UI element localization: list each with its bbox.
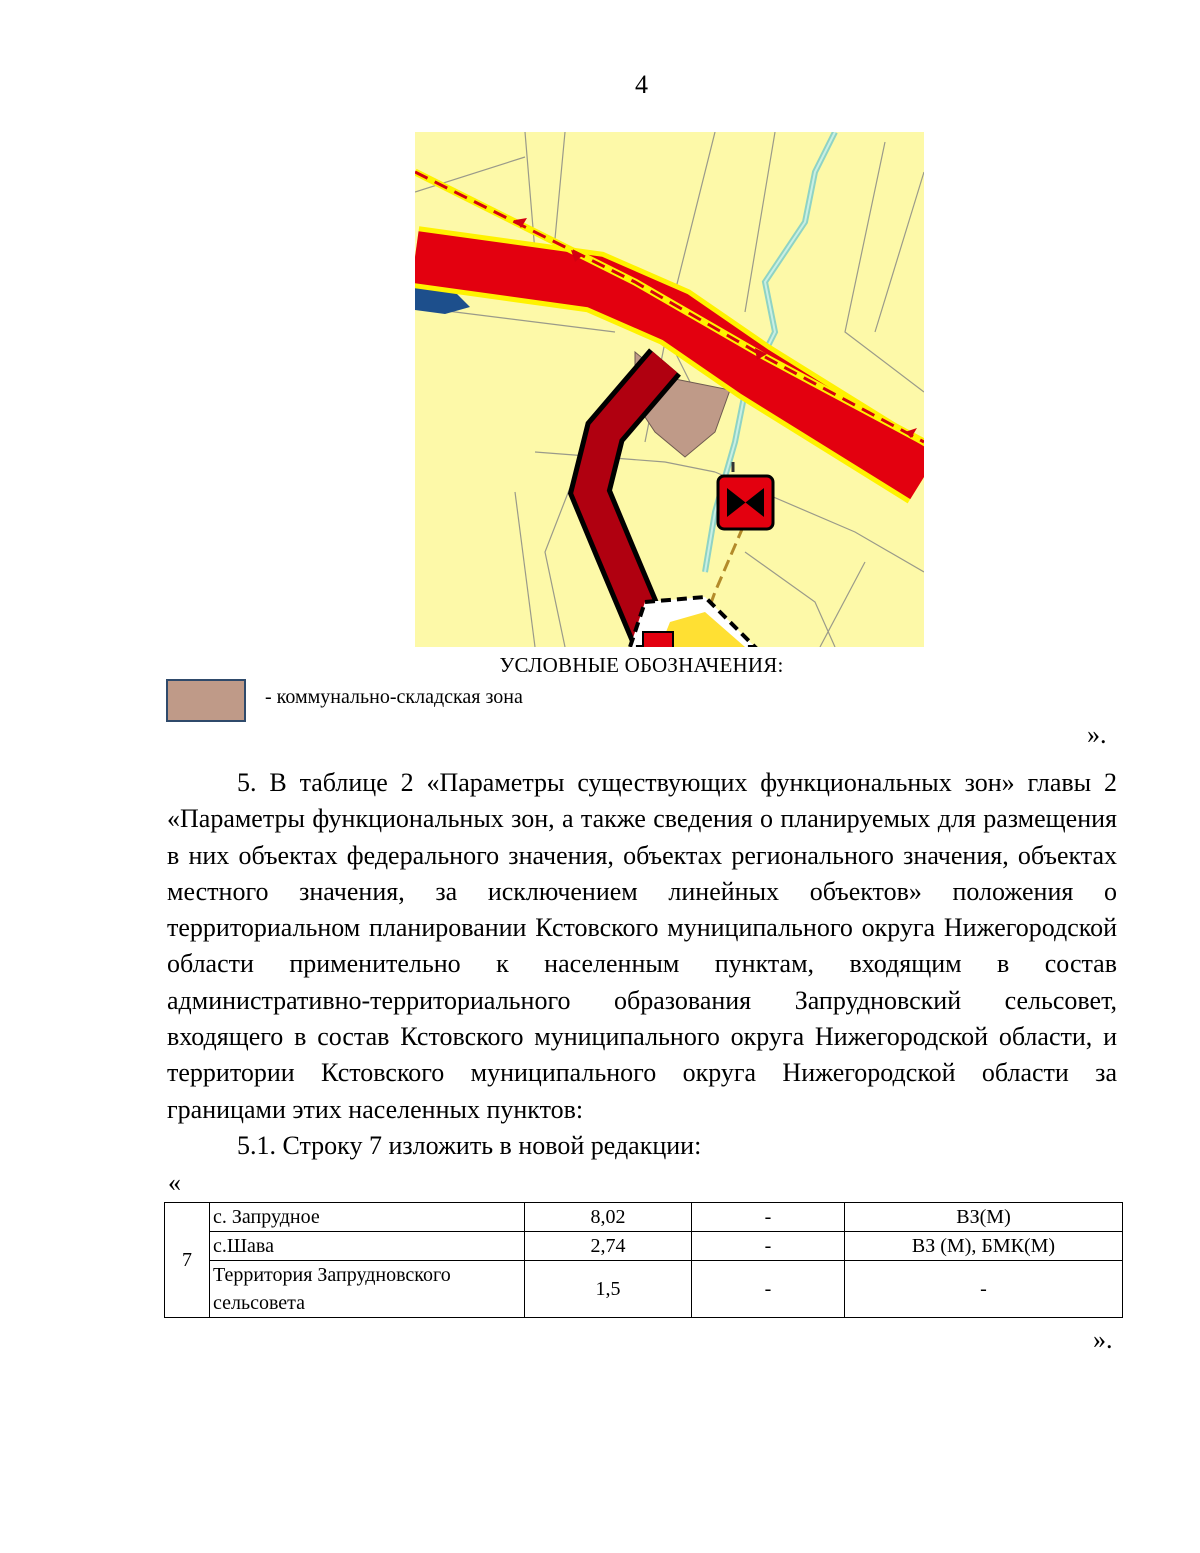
table-cell: 2,74 (525, 1232, 692, 1261)
paragraph: 5.1. Строку 7 изложить в новой редакции: (237, 1130, 702, 1160)
legend-swatch-communal-storage (166, 679, 246, 722)
table-cell: ВЗ (М), БМК(М) (845, 1232, 1123, 1261)
table-cell: с. Запрудное (210, 1203, 525, 1232)
table-cell: с.Шава (210, 1232, 525, 1261)
page-number: 4 (635, 70, 648, 99)
table-cell: - (692, 1232, 845, 1261)
body-text (167, 765, 1117, 1164)
table-cell: ВЗ(М) (845, 1203, 1123, 1232)
table-cell: 8,02 (525, 1203, 692, 1232)
closing-quote: ». (1093, 1325, 1113, 1354)
zones-table (164, 1202, 1123, 1318)
table-cell: Территория Запрудновского сельсовета (210, 1261, 525, 1318)
table-cell: - (692, 1261, 845, 1318)
table-row (165, 1232, 1123, 1261)
opening-quote: « (168, 1168, 181, 1197)
table-row (165, 1203, 1123, 1232)
row-number-cell: 7 (165, 1203, 210, 1318)
table-cell: - (692, 1203, 845, 1232)
table-cell: - (845, 1261, 1123, 1318)
legend-title: УСЛОВНЫЕ ОБОЗНАЧЕНИЯ: (499, 653, 784, 677)
map-image (415, 132, 924, 647)
legend-label: - коммунально-складская зона (265, 686, 523, 708)
closing-quote: ». (1087, 720, 1107, 749)
paragraph: 5. В таблице 2 «Параметры существующих функциональных зон» главы 2 «Параметры функциональных зон, а также сведения о планируемых для размещения в них объектах федерального значения, объектах регионального значения, объектах местного значения, за исключением линейных объектов» положения о территориальном планировании Кстовского муниципального округа Нижегородской области применительно к населенным пунктам, входящим в состав административно-территориального образования Запрудновский сельсовет, входящего в состав Кстовского муниципального округа Нижегородской области, и территории Кстовского муниципального округа Нижегородской области за границами этих населенных пунктов: (167, 768, 1117, 1124)
table-cell: 1,5 (525, 1261, 692, 1318)
table-row (165, 1261, 1123, 1318)
